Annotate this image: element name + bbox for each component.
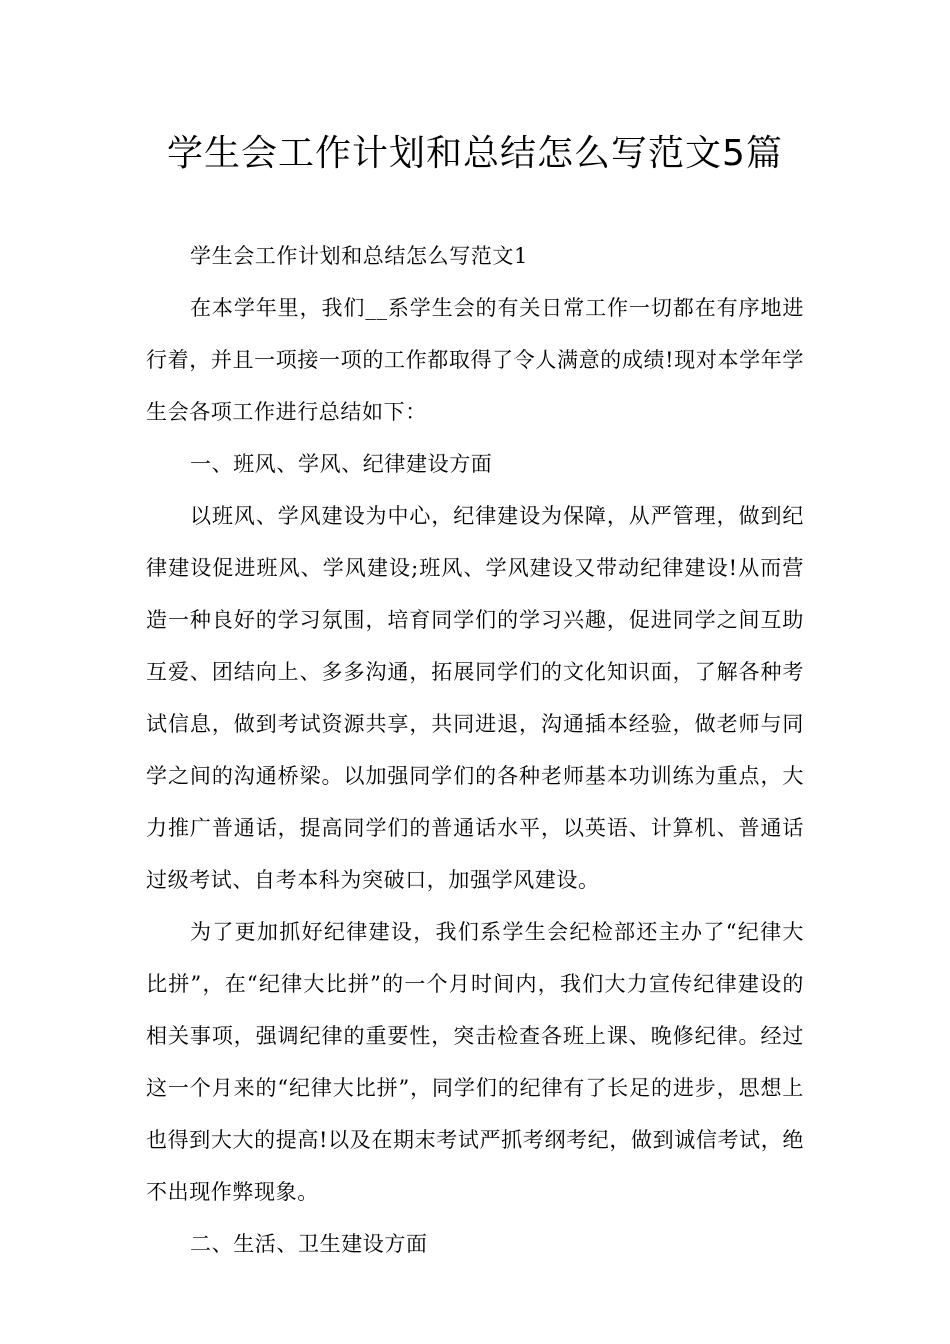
section-heading: 学生会工作计划和总结怎么写范文1 [190, 244, 528, 268]
section-heading: 二、生活、卫生建设方面 [190, 1232, 428, 1256]
body-paragraph: 以班风、学风建设为中心，纪律建设为保障，从严管理，做到纪律建设促进班风、学风建设;班风、学风建设又带动纪律建设!从而营造一种良好的学习氛围，培育同学们的学习兴趣，促进同学之间互助互爱、团结向上、多多沟通，拓展同学们的文化知识面，了解各种考试信息，做到考试资源共享，共同进退，沟通插本经验，做老师与同学之间的沟通桥梁。以加强同学们的各种老师基本功训练为重点，大力推广普通话，提高同学们的普通话水平，以英语、计算机、普通话过级考试、自考本科为突破口，加强学风建设。 [146, 504, 804, 892]
body-paragraph: 为了更加抓好纪律建设，我们系学生会纪检部还主办了“纪律大比拼”，在“纪律大比拼”的一个月时间内，我们大力宣传纪律建设的相关事项，强调纪律的重要性，突击检查各班上课、晚修纪律。经过这一个月来的“纪律大比拼”，同学们的纪律有了长足的进步，思想上也得到大大的提高!以及在期末考试严抓考纲考纪，做到诚信考试，绝不出现作弊现象。 [146, 920, 804, 1204]
document-title: 学生会工作计划和总结怎么写范文5篇 [167, 133, 783, 174]
section-heading: 一、班风、学风、纪律建设方面 [190, 452, 493, 476]
intro-paragraph: 在本学年里，我们__系学生会的有关日常工作一切都在有序地进行着，并且一项接一项的工作都取得了令人满意的成绩!现对本学年学生会各项工作进行总结如下： [146, 296, 804, 424]
document-body [146, 230, 804, 1270]
